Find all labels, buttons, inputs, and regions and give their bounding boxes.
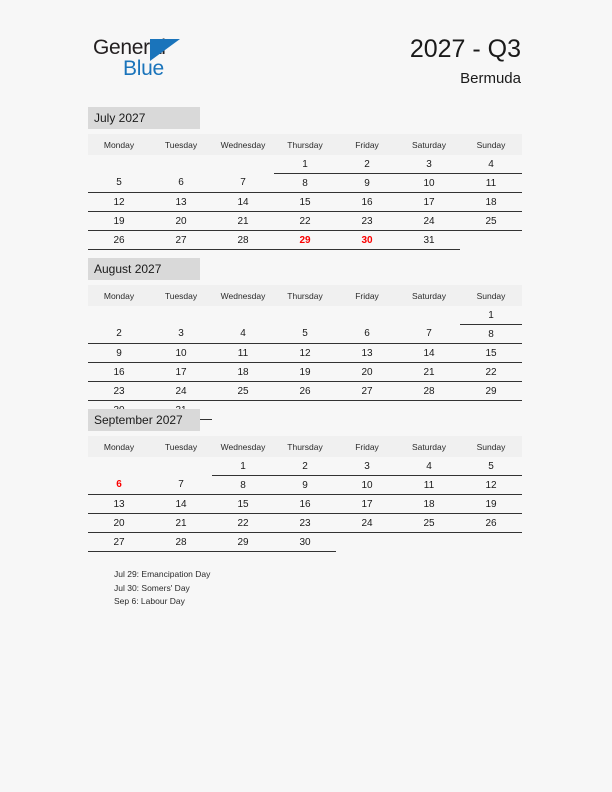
calendar-table (88, 134, 522, 250)
calendar-table (88, 285, 522, 420)
brand-logo[interactable] (93, 36, 223, 86)
calendar-day-cell[interactable]: 1 (274, 155, 336, 174)
calendar-day-cell[interactable]: 19 (274, 363, 336, 382)
calendar-day-empty (460, 533, 522, 552)
calendar-day-cell[interactable]: 5 (460, 457, 522, 476)
calendar-week-row (88, 382, 522, 401)
weekday-header-tuesday: Tuesday (150, 134, 212, 155)
holiday-note: Sep 6: Labour Day (114, 596, 185, 606)
calendar-day-empty (88, 306, 150, 325)
calendar-day-cell[interactable]: 24 (336, 514, 398, 533)
calendar-day-cell[interactable]: 17 (398, 193, 460, 212)
calendar-day-cell[interactable]: 24 (398, 212, 460, 231)
calendar-day-cell[interactable]: 28 (398, 382, 460, 401)
calendar-week-row (88, 495, 522, 514)
calendar-day-cell[interactable]: 25 (398, 514, 460, 533)
weekday-header-monday: Monday (88, 285, 150, 306)
calendar-week-row (88, 155, 522, 174)
weekday-header-row (88, 134, 522, 155)
calendar-day-cell[interactable]: 26 (274, 382, 336, 401)
calendar-day-empty (150, 457, 212, 476)
calendar-day-cell[interactable]: 21 (398, 363, 460, 382)
calendar-day-cell[interactable]: 9 (336, 174, 398, 193)
calendar-day-cell[interactable]: 28 (212, 231, 274, 250)
calendar-day-empty (88, 457, 150, 476)
weekday-header-friday: Friday (336, 436, 398, 457)
calendar-day-cell[interactable]: 15 (274, 193, 336, 212)
calendar-day-cell[interactable]: 3 (336, 457, 398, 476)
weekday-header-tuesday: Tuesday (150, 436, 212, 457)
calendar-week-row (88, 514, 522, 533)
calendar-day-cell[interactable]: 14 (150, 495, 212, 514)
calendar-day-cell[interactable]: 7 (150, 476, 212, 495)
weekday-header-friday: Friday (336, 134, 398, 155)
calendar-day-empty (460, 231, 522, 250)
weekday-header-saturday: Saturday (398, 436, 460, 457)
weekday-header-friday: Friday (336, 285, 398, 306)
calendar-day-cell[interactable]: 11 (212, 344, 274, 363)
calendar-day-cell[interactable]: 6 (336, 325, 398, 344)
month-title: August 2027 (88, 258, 200, 280)
calendar-body (88, 155, 522, 250)
calendar-day-empty (88, 155, 150, 174)
weekday-header-saturday: Saturday (398, 285, 460, 306)
calendar-day-cell[interactable]: 4 (212, 325, 274, 344)
calendar-week-row (88, 533, 522, 552)
calendar-day-cell[interactable]: 7 (212, 174, 274, 193)
calendar-day-empty (398, 533, 460, 552)
weekday-header-thursday: Thursday (274, 436, 336, 457)
weekday-header-row (88, 285, 522, 306)
weekday-header-wednesday: Wednesday (212, 134, 274, 155)
weekday-header-wednesday: Wednesday (212, 285, 274, 306)
calendar-day-cell[interactable]: 21 (212, 212, 274, 231)
calendar-day-cell[interactable]: 10 (336, 476, 398, 495)
calendar-week-row (88, 193, 522, 212)
calendar-day-cell[interactable]: 8 (274, 174, 336, 193)
calendar-day-cell[interactable]: 21 (150, 514, 212, 533)
calendar-day-cell[interactable]: 19 (460, 495, 522, 514)
calendar-week-row (88, 174, 522, 193)
calendar-day-cell[interactable]: 20 (88, 514, 150, 533)
calendar-day-cell-holiday[interactable]: 6 (88, 476, 150, 495)
calendar-day-cell[interactable]: 14 (398, 344, 460, 363)
calendar-body (88, 457, 522, 552)
calendar-day-cell[interactable]: 25 (212, 382, 274, 401)
calendar-day-cell[interactable]: 10 (150, 344, 212, 363)
calendar-week-row (88, 325, 522, 344)
calendar-day-cell[interactable]: 4 (460, 155, 522, 174)
brand-logo-text-blue: Blue (123, 57, 164, 80)
calendar-day-cell[interactable]: 14 (212, 193, 274, 212)
title-block (410, 34, 521, 90)
month-block-september (88, 409, 522, 552)
calendar-week-row (88, 457, 522, 476)
calendar-day-cell[interactable]: 23 (336, 212, 398, 231)
calendar-day-cell[interactable]: 22 (212, 514, 274, 533)
calendar-weekday-header (88, 436, 522, 457)
calendar-day-cell[interactable]: 30 (274, 533, 336, 552)
calendar-day-cell[interactable]: 1 (212, 457, 274, 476)
brand-logo-text-general: General (93, 36, 166, 59)
calendar-day-cell[interactable]: 11 (460, 174, 522, 193)
calendar-week-row (88, 363, 522, 382)
calendar-day-cell[interactable]: 10 (398, 174, 460, 193)
calendar-day-empty (336, 533, 398, 552)
calendar-day-cell[interactable]: 19 (88, 212, 150, 231)
calendar-day-cell[interactable]: 12 (274, 344, 336, 363)
calendar-day-cell[interactable]: 22 (274, 212, 336, 231)
calendar-day-cell[interactable]: 25 (460, 212, 522, 231)
calendar-day-cell[interactable]: 13 (336, 344, 398, 363)
weekday-header-saturday: Saturday (398, 134, 460, 155)
calendar-day-cell[interactable]: 15 (212, 495, 274, 514)
calendar-day-cell[interactable]: 2 (88, 325, 150, 344)
weekday-header-wednesday: Wednesday (212, 436, 274, 457)
calendar-day-empty (150, 155, 212, 174)
month-title: July 2027 (88, 107, 200, 129)
calendar-day-cell[interactable]: 27 (150, 231, 212, 250)
calendar-day-cell[interactable]: 1 (460, 306, 522, 325)
calendar-day-cell[interactable]: 26 (88, 231, 150, 250)
weekday-header-sunday: Sunday (460, 436, 522, 457)
calendar-day-cell[interactable]: 13 (150, 193, 212, 212)
calendar-day-cell[interactable]: 18 (212, 363, 274, 382)
calendar-week-row (88, 212, 522, 231)
calendar-day-cell[interactable]: 2 (274, 457, 336, 476)
calendar-day-cell[interactable]: 4 (398, 457, 460, 476)
calendar-day-cell[interactable]: 8 (212, 476, 274, 495)
weekday-header-monday: Monday (88, 134, 150, 155)
calendar-day-cell[interactable]: 16 (336, 193, 398, 212)
calendar-day-cell[interactable]: 20 (336, 363, 398, 382)
calendar-table (88, 436, 522, 552)
weekday-header-tuesday: Tuesday (150, 285, 212, 306)
calendar-day-cell[interactable]: 5 (88, 174, 150, 193)
calendar-day-cell[interactable]: 22 (460, 363, 522, 382)
calendar-day-cell[interactable]: 29 (212, 533, 274, 552)
calendar-day-cell[interactable]: 3 (150, 325, 212, 344)
calendar-day-cell[interactable]: 6 (150, 174, 212, 193)
calendar-day-empty (150, 306, 212, 325)
calendar-day-cell[interactable]: 12 (460, 476, 522, 495)
calendar-week-row (88, 231, 522, 250)
weekday-header-sunday: Sunday (460, 285, 522, 306)
calendar-day-cell[interactable]: 17 (336, 495, 398, 514)
weekday-header-sunday: Sunday (460, 134, 522, 155)
calendar-day-cell[interactable]: 16 (88, 363, 150, 382)
calendar-day-cell[interactable]: 3 (398, 155, 460, 174)
calendar-day-cell[interactable]: 7 (398, 325, 460, 344)
calendar-day-cell[interactable]: 27 (88, 533, 150, 552)
month-block-august (88, 258, 522, 420)
calendar-day-cell[interactable]: 20 (150, 212, 212, 231)
calendar-weekday-header (88, 134, 522, 155)
calendar-day-cell[interactable]: 18 (398, 495, 460, 514)
calendar-day-cell[interactable]: 24 (150, 382, 212, 401)
holiday-note: Jul 29: Emancipation Day (114, 569, 211, 579)
calendar-day-cell[interactable]: 27 (336, 382, 398, 401)
calendar-day-cell[interactable]: 26 (460, 514, 522, 533)
calendar-day-cell[interactable]: 23 (88, 382, 150, 401)
month-block-july (88, 107, 522, 250)
calendar-weekday-header (88, 285, 522, 306)
calendar-day-cell[interactable]: 29 (460, 382, 522, 401)
calendar-day-cell[interactable]: 11 (398, 476, 460, 495)
calendar-day-cell[interactable]: 15 (460, 344, 522, 363)
calendar-day-empty (274, 306, 336, 325)
calendar-day-empty (212, 155, 274, 174)
calendar-day-cell[interactable]: 28 (150, 533, 212, 552)
calendar-day-cell[interactable]: 12 (88, 193, 150, 212)
calendar-day-empty (398, 306, 460, 325)
calendar-day-empty (212, 306, 274, 325)
weekday-header-row (88, 436, 522, 457)
weekday-header-thursday: Thursday (274, 285, 336, 306)
calendar-day-cell-holiday[interactable]: 29 (274, 231, 336, 250)
calendar-day-cell[interactable]: 17 (150, 363, 212, 382)
calendar-week-row (88, 344, 522, 363)
weekday-header-monday: Monday (88, 436, 150, 457)
calendar-day-cell[interactable]: 8 (460, 325, 522, 344)
calendar-day-empty (336, 306, 398, 325)
calendar-week-row (88, 476, 522, 495)
calendar-day-cell[interactable]: 31 (398, 231, 460, 250)
calendar-day-cell[interactable]: 16 (274, 495, 336, 514)
month-title: September 2027 (88, 409, 200, 431)
page-header (0, 0, 612, 100)
calendar-day-cell[interactable]: 9 (274, 476, 336, 495)
calendar-day-cell[interactable]: 13 (88, 495, 150, 514)
calendar-day-cell[interactable]: 18 (460, 193, 522, 212)
calendar-day-cell[interactable]: 5 (274, 325, 336, 344)
holiday-note-list (114, 568, 454, 609)
calendar-day-cell-holiday[interactable]: 30 (336, 231, 398, 250)
calendar-day-cell[interactable]: 23 (274, 514, 336, 533)
calendar-day-cell[interactable]: 9 (88, 344, 150, 363)
page-subtitle: Bermuda (460, 70, 521, 87)
weekday-header-thursday: Thursday (274, 134, 336, 155)
calendar-week-row (88, 306, 522, 325)
holiday-note: Jul 30: Somers' Day (114, 582, 190, 593)
calendar-body (88, 306, 522, 420)
page-title: 2027 - Q3 (409, 35, 521, 63)
calendar-day-cell[interactable]: 2 (336, 155, 398, 174)
